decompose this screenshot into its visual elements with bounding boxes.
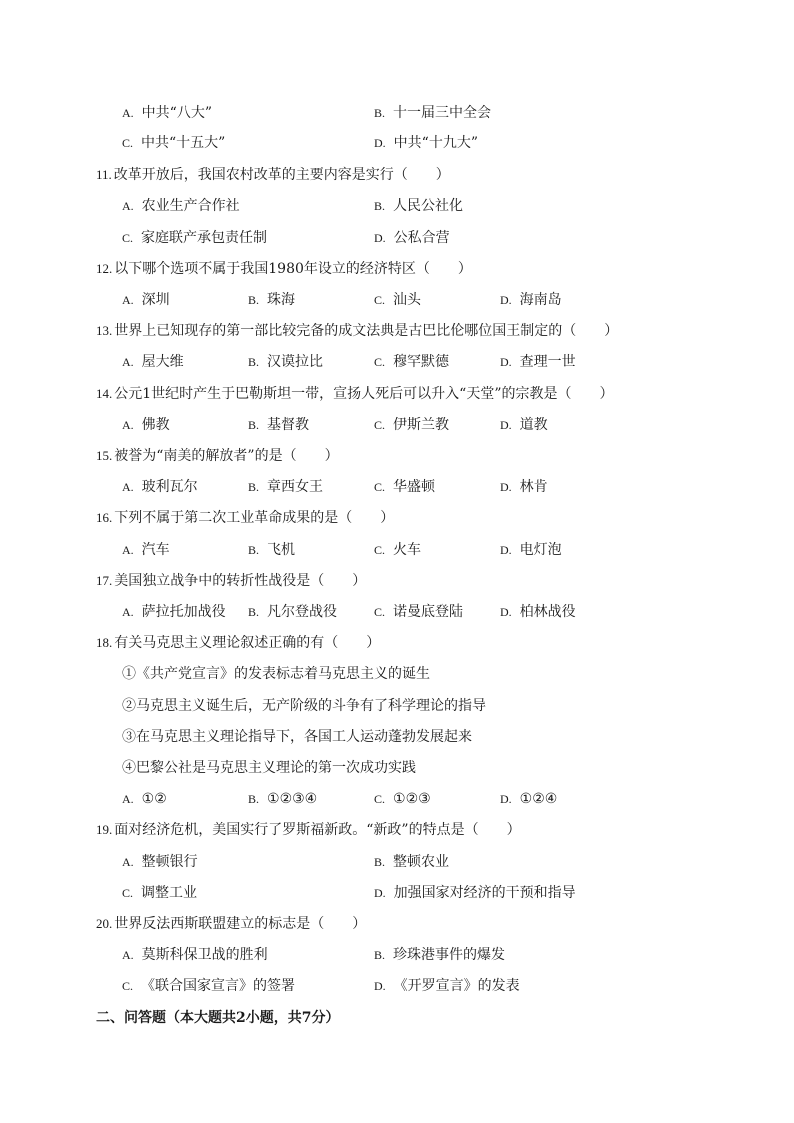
question-19-stem: 19. 面对经济危机，美国实行了罗斯福新政。“新政”的特点是（ ）	[96, 822, 521, 838]
option-c: C. 调整工业	[122, 885, 198, 901]
option-d: D. ①②④	[500, 791, 558, 807]
option-a: A. 屋大维	[122, 354, 184, 370]
option-d: D. 中共“十九大”	[374, 135, 478, 151]
option-c: C. 诺曼底登陆	[374, 604, 464, 620]
question-17-stem: 17. 美国独立战争中的转折性战役是（ ）	[96, 573, 367, 589]
option-b: B. ①②③④	[248, 791, 318, 807]
option-b: B. 凡尔登战役	[248, 604, 338, 620]
option-a: A. 中共“八大”	[122, 105, 212, 121]
option-b: B. 整顿农业	[374, 854, 450, 870]
question-15-stem: 15. 被誉为“南美的解放者”的是（ ）	[96, 448, 339, 464]
option-a: A. 整顿银行	[122, 854, 198, 870]
statement-1: ①《共产党宣言》的发表标志着马克思主义的诞生	[122, 666, 430, 682]
option-b: B. 珠海	[248, 292, 296, 308]
option-c: C. 家庭联产承包责任制	[122, 230, 268, 246]
option-a: A. 玻利瓦尔	[122, 479, 198, 495]
option-b: B. 章西女王	[248, 479, 324, 495]
statement-3: ③在马克思主义理论指导下，各国工人运动蓬勃发展起来	[122, 729, 472, 745]
question-11-stem: 11. 改革开放后，我国农村改革的主要内容是实行（ ）	[96, 167, 450, 183]
option-b: B. 基督教	[248, 417, 310, 433]
option-c: C. 华盛顿	[374, 479, 436, 495]
option-b: B. 十一届三中全会	[374, 105, 492, 121]
option-b: B. 人民公社化	[374, 198, 464, 214]
option-d: D. 海南岛	[500, 292, 562, 308]
option-a: A. 汽车	[122, 542, 170, 558]
option-c: C. ①②③	[374, 791, 431, 807]
option-d: D. 加强国家对经济的干预和指导	[374, 885, 576, 901]
option-d: D. 柏林战役	[500, 604, 576, 620]
option-d: D. 《开罗宣言》的发表	[374, 978, 520, 994]
option-a: A. 佛教	[122, 417, 170, 433]
option-b: B. 飞机	[248, 542, 296, 558]
option-c: C. 伊斯兰教	[374, 417, 450, 433]
option-a: A. ①②	[122, 791, 167, 807]
option-a: A. 农业生产合作社	[122, 198, 240, 214]
option-a: A. 深圳	[122, 292, 170, 308]
option-d: D. 查理一世	[500, 354, 576, 370]
option-d: D. 林肯	[500, 479, 548, 495]
question-12-stem: 12. 以下哪个选项不属于我国1980年设立的经济特区（ ）	[96, 261, 472, 277]
question-14-stem: 14. 公元1世纪时产生于巴勒斯坦一带，宣扬人死后可以升入“天堂”的宗教是（ ）	[96, 386, 614, 402]
option-d: D. 公私合营	[374, 230, 450, 246]
question-20-stem: 20. 世界反法西斯联盟建立的标志是（ ）	[96, 916, 367, 932]
question-13-stem: 13. 世界上已知现存的第一部比较完备的成文法典是古巴比伦哪位国王制定的（ ）	[96, 323, 619, 339]
question-16-stem: 16. 下列不属于第二次工业革命成果的是（ ）	[96, 510, 395, 526]
option-b: B. 汉谟拉比	[248, 354, 324, 370]
question-18-stem: 18. 有关马克思主义理论叙述正确的有（ ）	[96, 635, 381, 651]
option-a: A. 萨拉托加战役	[122, 604, 226, 620]
option-d: D. 道教	[500, 417, 548, 433]
option-a: A. 莫斯科保卫战的胜利	[122, 947, 268, 963]
option-d: D. 电灯泡	[500, 542, 562, 558]
option-c: C. 穆罕默德	[374, 354, 450, 370]
option-c: C. 《联合国家宣言》的签署	[122, 978, 296, 994]
statement-4: ④巴黎公社是马克思主义理论的第一次成功实践	[122, 760, 416, 776]
option-c: C. 火车	[374, 542, 422, 558]
section-heading: 二、问答题（本大题共2小题，共7分）	[96, 1010, 340, 1026]
option-c: C. 汕头	[374, 292, 422, 308]
option-c: C. 中共“十五大”	[122, 135, 226, 151]
option-b: B. 珍珠港事件的爆发	[374, 947, 506, 963]
statement-2: ②马克思主义诞生后，无产阶级的斗争有了科学理论的指导	[122, 698, 486, 714]
